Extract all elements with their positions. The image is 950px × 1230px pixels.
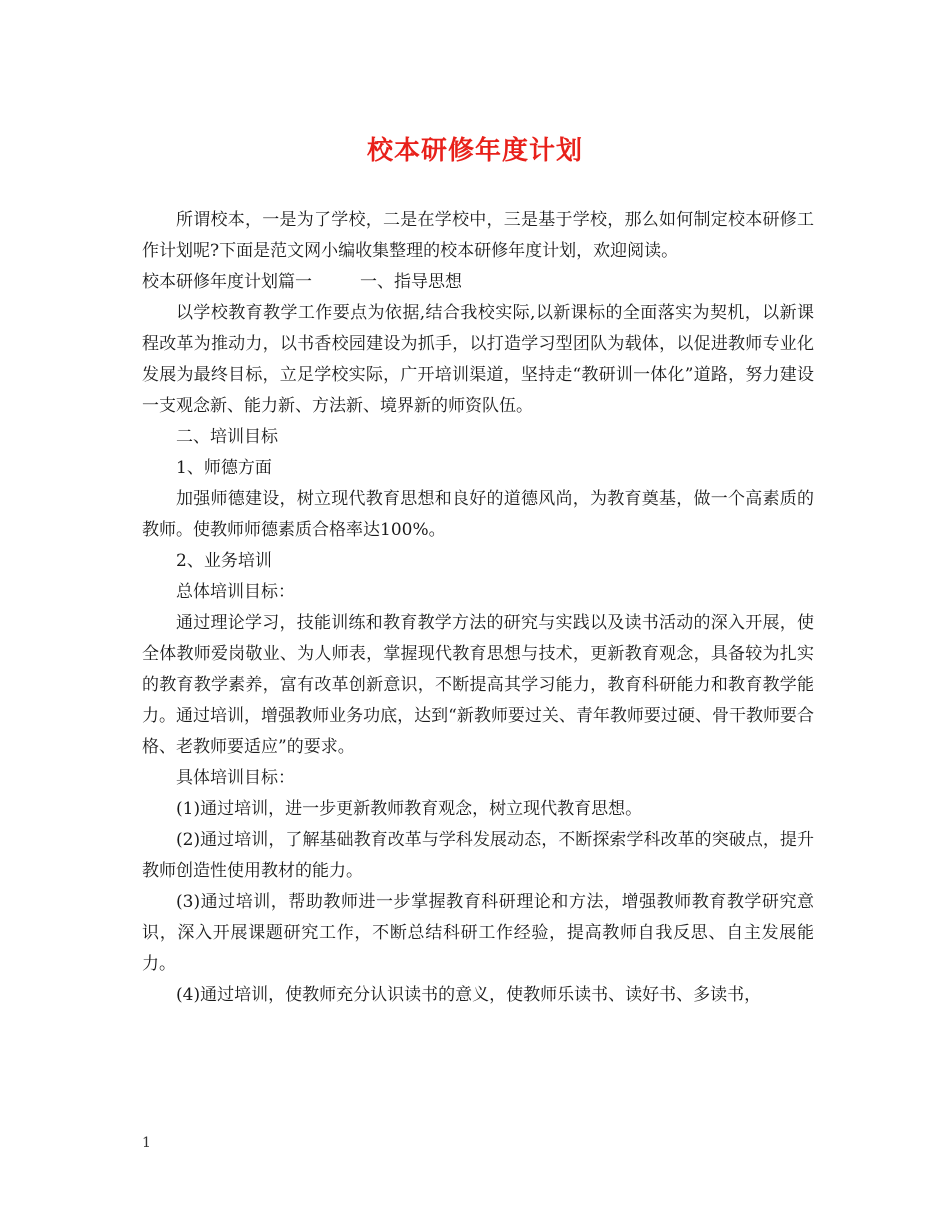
list-item: (2)通过培训，了解基础教育改革与学科发展动态，不断探索学科改革的突破点，提升教师创造性使用教材的能力。 [142,830,814,881]
page-number: 1 [142,1135,151,1151]
section-heading-line [142,267,814,298]
list-item: (4)通过培训，使教师充分认识读书的意义，使教师乐读书、读好书、多读书， [176,985,762,1005]
intro-paragraph: 所谓校本，一是为了学校，二是在学校中，三是基于学校，那么如何制定校本研修工作计划呢?下面是范文网小编收集整理的校本研修年度计划，欢迎阅读。 [142,210,814,261]
heading-training-goals: 二、培训目标 [176,427,278,447]
heading-ethics: 1、师德方面 [176,458,272,478]
list-item: (1)通过培训，进一步更新教师教育观念，树立现代教育思想。 [176,799,643,819]
section-heading-left: 校本研修年度计划篇一 [142,272,312,292]
heading-business: 2、业务培训 [176,551,272,571]
ethics-paragraph: 加强师德建设，树立现代教育思想和良好的道德风尚，为教育奠基，做一个高素质的教师。使教师师德素质合格率达100%。 [142,489,814,540]
heading-specific: 具体培训目标： [176,768,295,788]
document-title: 校本研修年度计划 [366,136,583,166]
overall-paragraph: 通过理论学习，技能训练和教育教学方法的研究与实践以及读书活动的深入开展，使全体教师爱岗敬业、为人师表，掌握现代教育思想与技术，更新教育观念，具备较为扎实的教育教学素养，富有改革创新意识，不断提高其学习能力，教育科研能力和教育教学能力。通过培训，增强教师业务功底，达到“新教师要过关、青年教师要过硬、骨干教师要合格、老教师要适应”的要求。 [142,613,814,757]
document-body [142,205,814,1011]
list-item: (3)通过培训，帮助教师进一步掌握教育科研理论和方法，增强教师教育教学研究意识，深入开展课题研究工作，不断总结科研工作经验，提高教师自我反思、自主发展能力。 [142,892,814,974]
section-heading-right: 一、指导思想 [360,272,462,292]
heading-overall: 总体培训目标： [176,582,295,602]
guiding-paragraph: 以学校教育教学工作要点为依据,结合我校实际,以新课标的全面落实为契机，以新课程改革为推动力，以书香校园建设为抓手，以打造学习型团队为载体，以促进教师专业化发展为最终目标，立足学校实际，广开培训渠道，坚持走“教研训一体化”道路，努力建设一支观念新、能力新、方法新、境界新的师资队伍。 [142,303,814,416]
